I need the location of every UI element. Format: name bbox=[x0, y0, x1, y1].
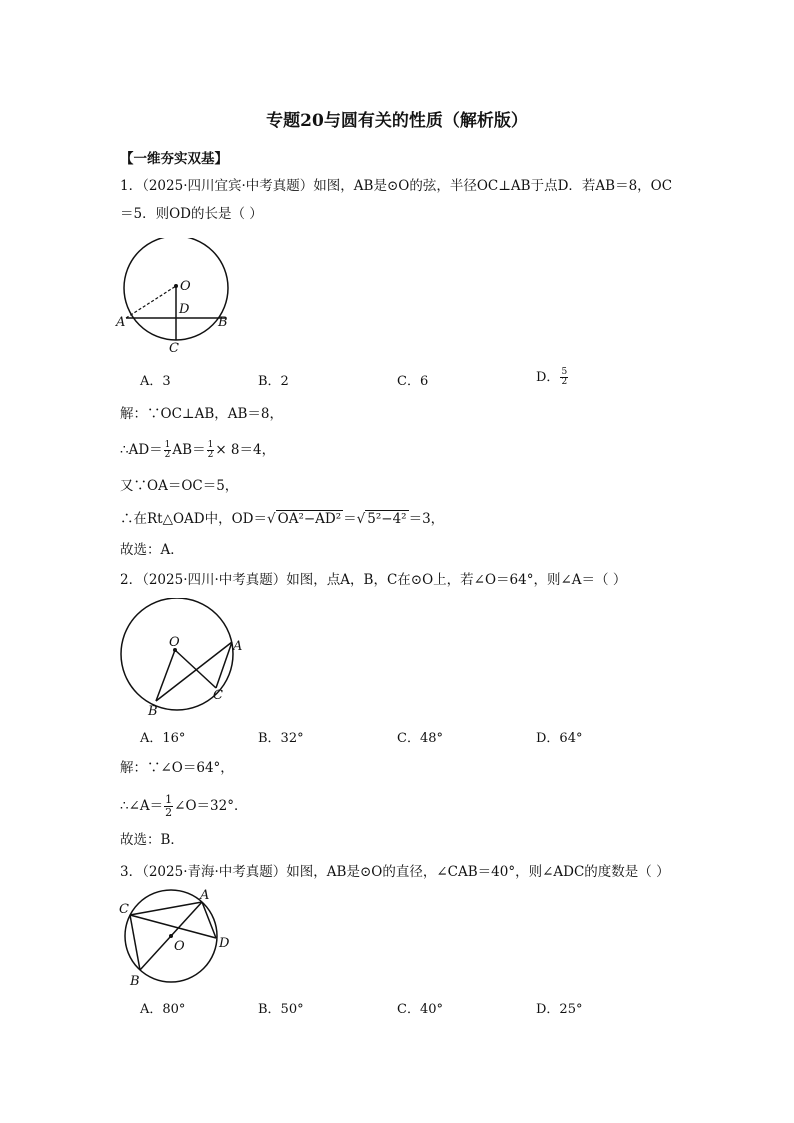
q2-label-a: A bbox=[233, 639, 243, 654]
q2-label-b: B bbox=[148, 704, 158, 719]
q1-sol2-frac-den: 2 bbox=[164, 450, 171, 460]
q1-sol4-end: ＝3， bbox=[408, 511, 445, 527]
q2-stem: 2．（2025·四川·中考真题）如图，点A，B，C在⊙O上，若∠O＝64°，则∠A＝（ ） bbox=[120, 572, 627, 588]
q2-sol2-frac-den: 2 bbox=[165, 806, 173, 819]
q3-label-b: B bbox=[130, 974, 140, 989]
q2-answer: 故选：B． bbox=[120, 832, 184, 848]
q1-option-d-denominator: 2 bbox=[561, 377, 568, 387]
q1-sol4-sqrt1: OA²−AD² bbox=[277, 511, 342, 527]
q3-label-c: C bbox=[119, 902, 129, 917]
q2-option-c: C．48° bbox=[397, 731, 443, 746]
q2-solution-line2 bbox=[120, 794, 247, 819]
q1-solution-line4: ∴在Rt△OAD中，OD＝√ OA²−AD² ＝√ 5²−4² ＝3， bbox=[120, 511, 445, 527]
q2-option-b: B．32° bbox=[258, 731, 304, 746]
q3-option-c: C．40° bbox=[397, 1002, 443, 1017]
q1-circle-figure bbox=[112, 238, 242, 356]
q3-stem: 3．（2025·青海·中考真题）如图，AB是⊙O的直径，∠CAB＝40°，则∠ADC的度数是（ ） bbox=[120, 864, 670, 880]
q1-option-d bbox=[536, 366, 569, 387]
q3-circle-figure bbox=[112, 885, 242, 991]
q1-sol4-sqrt2: 5²−4² bbox=[367, 511, 407, 527]
section-heading: 【一维夯实双基】 bbox=[120, 151, 228, 167]
q3-chord-cb bbox=[130, 915, 140, 970]
q3-label-d: D bbox=[219, 936, 230, 951]
q1-sol2-text-c: × 8＝4， bbox=[215, 442, 276, 458]
q3-option-b: B．50° bbox=[258, 1002, 304, 1017]
q1-center-dot bbox=[174, 284, 178, 288]
q1-option-d-label: D． bbox=[536, 370, 560, 385]
q2-label-o: O bbox=[169, 635, 180, 650]
q2-sol2-text-a: ∴∠A＝ bbox=[120, 798, 164, 814]
q1-option-d-numerator: 5 bbox=[561, 367, 568, 377]
q1-option-a: A．3 bbox=[140, 374, 171, 389]
q3-option-a: A．80° bbox=[140, 1002, 186, 1017]
q2-sol2-text-b: ∠O＝32°． bbox=[174, 798, 248, 814]
q3-label-a: A bbox=[200, 888, 210, 903]
q1-sol2-frac-num: 1 bbox=[164, 440, 171, 450]
q1-sol2-text-a: ∴AD＝ bbox=[120, 442, 163, 458]
q1-label-o: O bbox=[180, 279, 191, 294]
q1-stem-line1: 1．（2025·四川宜宾·中考真题）如图，AB是⊙O的弦，半径OC⊥AB于点D．若AB＝8，OC bbox=[120, 178, 673, 194]
q2-label-c: C bbox=[213, 688, 223, 703]
q1-label-c: C bbox=[169, 341, 179, 356]
q1-label-b: B bbox=[218, 315, 228, 330]
q1-sol2-text-b: AB＝ bbox=[172, 442, 206, 458]
q1-sol2-frac2-num: 1 bbox=[207, 440, 214, 450]
q1-label-a: A bbox=[116, 315, 126, 330]
q1-solution-line1: 解：∵OC⊥AB，AB＝8， bbox=[120, 406, 284, 422]
q1-radius-oa bbox=[126, 286, 176, 318]
q3-label-o: O bbox=[174, 939, 185, 954]
q1-solution-line3: 又∵OA＝OC＝5， bbox=[120, 478, 239, 494]
q2-circle-figure bbox=[112, 598, 252, 722]
q1-option-c: C．6 bbox=[397, 374, 429, 389]
q1-stem-line2: ＝5．则OD的长是（ ） bbox=[120, 206, 263, 222]
q2-option-a: A．16° bbox=[140, 731, 186, 746]
q1-label-d: D bbox=[179, 302, 190, 317]
q1-option-b: B．2 bbox=[258, 374, 289, 389]
page-title: 专题20与圆有关的性质（解析版） bbox=[266, 111, 528, 131]
q1-sol2-frac2-den: 2 bbox=[207, 450, 214, 460]
q1-answer: 故选：A． bbox=[120, 542, 184, 558]
q1-sol4-text-a: ∴在Rt△OAD中，OD＝ bbox=[120, 511, 268, 527]
q3-center-dot bbox=[169, 934, 173, 938]
q2-solution-line1: 解：∵∠O＝64°， bbox=[120, 760, 234, 776]
q3-option-d: D．25° bbox=[536, 1002, 583, 1017]
q1-solution-line2 bbox=[120, 440, 275, 460]
q1-sol4-eq: ＝ bbox=[343, 511, 357, 527]
q2-option-d: D．64° bbox=[536, 731, 583, 746]
q2-sol2-frac-num: 1 bbox=[165, 793, 173, 806]
